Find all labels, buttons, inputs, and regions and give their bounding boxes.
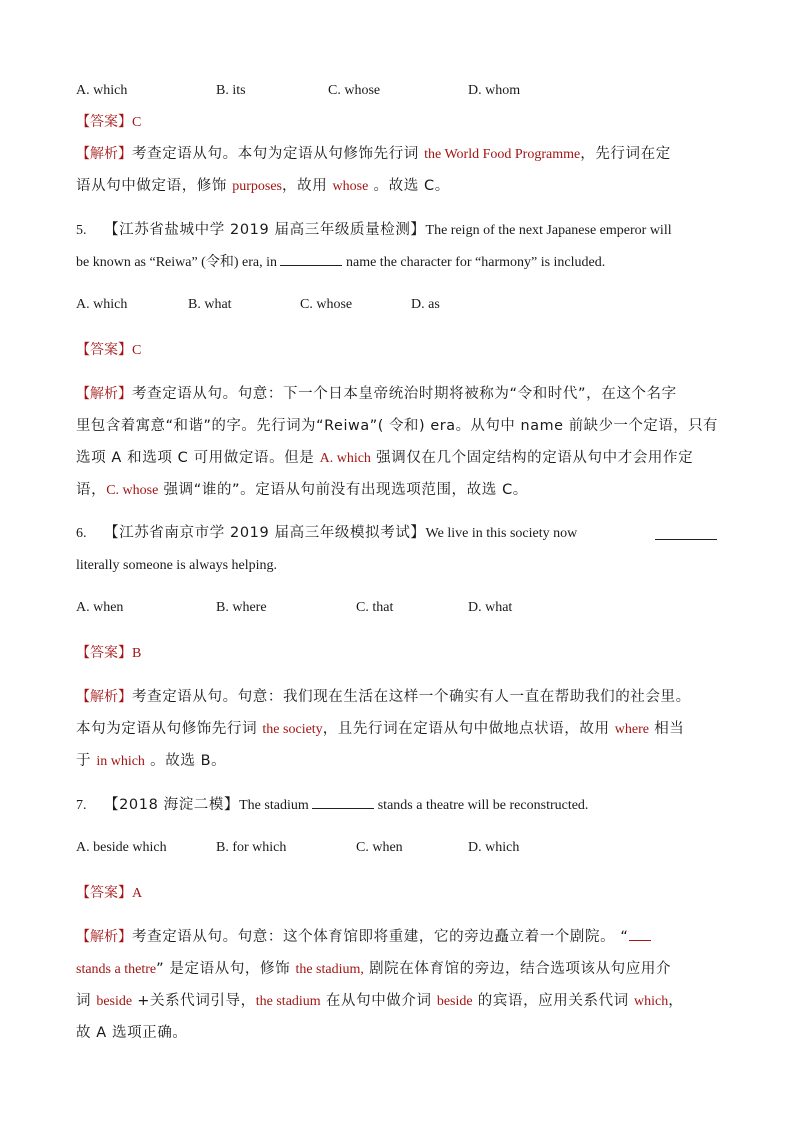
q4-analysis-line-2: 语从句中做定语，修饰 purposes，故用 whose 。故选 C。 <box>76 178 450 194</box>
q7-analysis-line-3: 词 beside +关系代词引导，the stadium 在从句中做介词 beside 的宾语，应用关系代词 which， <box>76 993 684 1009</box>
q6-option-d: D. what <box>468 600 513 615</box>
q6-analysis-line-2: 本句为定语从句修饰先行词 the society，且先行词在定语从句中做地点状语，故用 where 相当 <box>76 721 685 737</box>
question-number: 6. <box>76 526 87 541</box>
q5-analysis-line-1: 【解析】考查定语从句。句意：下一个日本皇帝统治时期将被称为“令和时代”，在这个名字 <box>76 386 677 402</box>
q5-analysis-line-4: 语，C. whose 强调“谁的”。定语从句前没有出现选项范围，故选 C。 <box>76 482 528 498</box>
q5-option-c: C. whose <box>300 297 353 312</box>
q4-option-b: B. its <box>216 83 246 98</box>
answer-blank <box>280 253 342 266</box>
q4-analysis-line-1: 【解析】考查定语从句。本句为定语从句修饰先行词 the World Food Programme，先行词在定 <box>76 146 671 162</box>
analysis-tag: 【解析】 <box>76 146 132 162</box>
question-number: 7. <box>76 798 87 813</box>
q7-option-b: B. for which <box>216 840 287 855</box>
q6-option-a: A. when <box>76 600 124 615</box>
answer-tag: 【答案】 <box>76 645 132 661</box>
q5-analysis-line-3: 选项 A 和选项 C 可用做定语。但是 A. which 强调仅在几个固定结构的定语从句中才会用作定 <box>76 450 694 466</box>
q4-option-c: C. whose <box>328 83 381 98</box>
answer-value: C <box>132 115 142 130</box>
question-source: 【2018 海淀二模】 <box>104 797 240 813</box>
q5-option-a: A. which <box>76 297 128 312</box>
q6-option-c: C. that <box>356 600 394 615</box>
answer-tag: 【答案】 <box>76 885 132 901</box>
q6-option-b: B. where <box>216 600 267 615</box>
answer-blank <box>312 796 374 809</box>
q7-analysis-line-1: 【解析】考查定语从句。句意：这个体育馆即将重建，它的旁边矗立着一个剧院。 “ <box>76 927 651 947</box>
q5-analysis-line-2: 里包含着寓意“和谐”的字。先行词为“Reiwa”( 令和) era。从句中 name 前缺少一个定语，只有 <box>76 418 719 434</box>
answer-value: B <box>132 646 142 661</box>
q5-answer <box>76 340 141 361</box>
question-number: 5. <box>76 223 87 238</box>
q4-option-d: D. whom <box>468 83 521 98</box>
analysis-tag: 【解析】 <box>76 386 132 402</box>
q7-analysis-line-2: stands a thetre” 是定语从句，修饰 the stadium, 剧院在体育馆的旁边，结合选项该从句应用介 <box>76 961 672 977</box>
q5-stem-line-2: be known as “Reiwa” (令和) era, in name the character for “harmony” is included. <box>76 255 606 270</box>
q7-option-d: D. which <box>468 840 520 855</box>
analysis-tag: 【解析】 <box>76 929 132 945</box>
q7-option-c: C. when <box>356 840 403 855</box>
q7-answer <box>76 883 142 904</box>
question-source: 【江苏省南京市学 2019 届高三年级模拟考试】 <box>104 525 426 541</box>
answer-blank <box>655 527 717 540</box>
q5-stem-line-1: 5. 【江苏省盐城中学 2019 届高三年级质量检测】The reign of the next Japanese emperor will <box>76 220 672 241</box>
q6-analysis-line-3: 于 in which 。故选 B。 <box>76 753 227 769</box>
analysis-tag: 【解析】 <box>76 689 132 705</box>
q6-stem-line-1: 6. 【江苏省南京市学 2019 届高三年级模拟考试】We live in this society now <box>76 523 577 544</box>
q6-analysis-line-1: 【解析】考查定语从句。句意：我们现在生活在这样一个确实有人一直在帮助我们的社会里。 <box>76 689 691 705</box>
answer-tag: 【答案】 <box>76 342 132 358</box>
q5-option-d: D. as <box>411 297 440 312</box>
q4-option-a: A. which <box>76 83 128 98</box>
analysis-blank <box>629 928 651 941</box>
q7-option-a: A. beside which <box>76 840 167 855</box>
question-source: 【江苏省盐城中学 2019 届高三年级质量检测】 <box>104 222 426 238</box>
q7-analysis-line-4: 故 A 选项正确。 <box>76 1025 188 1041</box>
answer-tag: 【答案】 <box>76 114 132 130</box>
q5-option-b: B. what <box>188 297 232 312</box>
answer-value: A <box>132 886 143 901</box>
q6-answer <box>76 643 141 664</box>
q6-stem-line-2: literally someone is always helping. <box>76 558 278 573</box>
q4-answer <box>76 112 141 133</box>
answer-value: C <box>132 343 142 358</box>
q7-stem: 7. 【2018 海淀二模】The stadium stands a theatre will be reconstructed. <box>76 795 588 816</box>
